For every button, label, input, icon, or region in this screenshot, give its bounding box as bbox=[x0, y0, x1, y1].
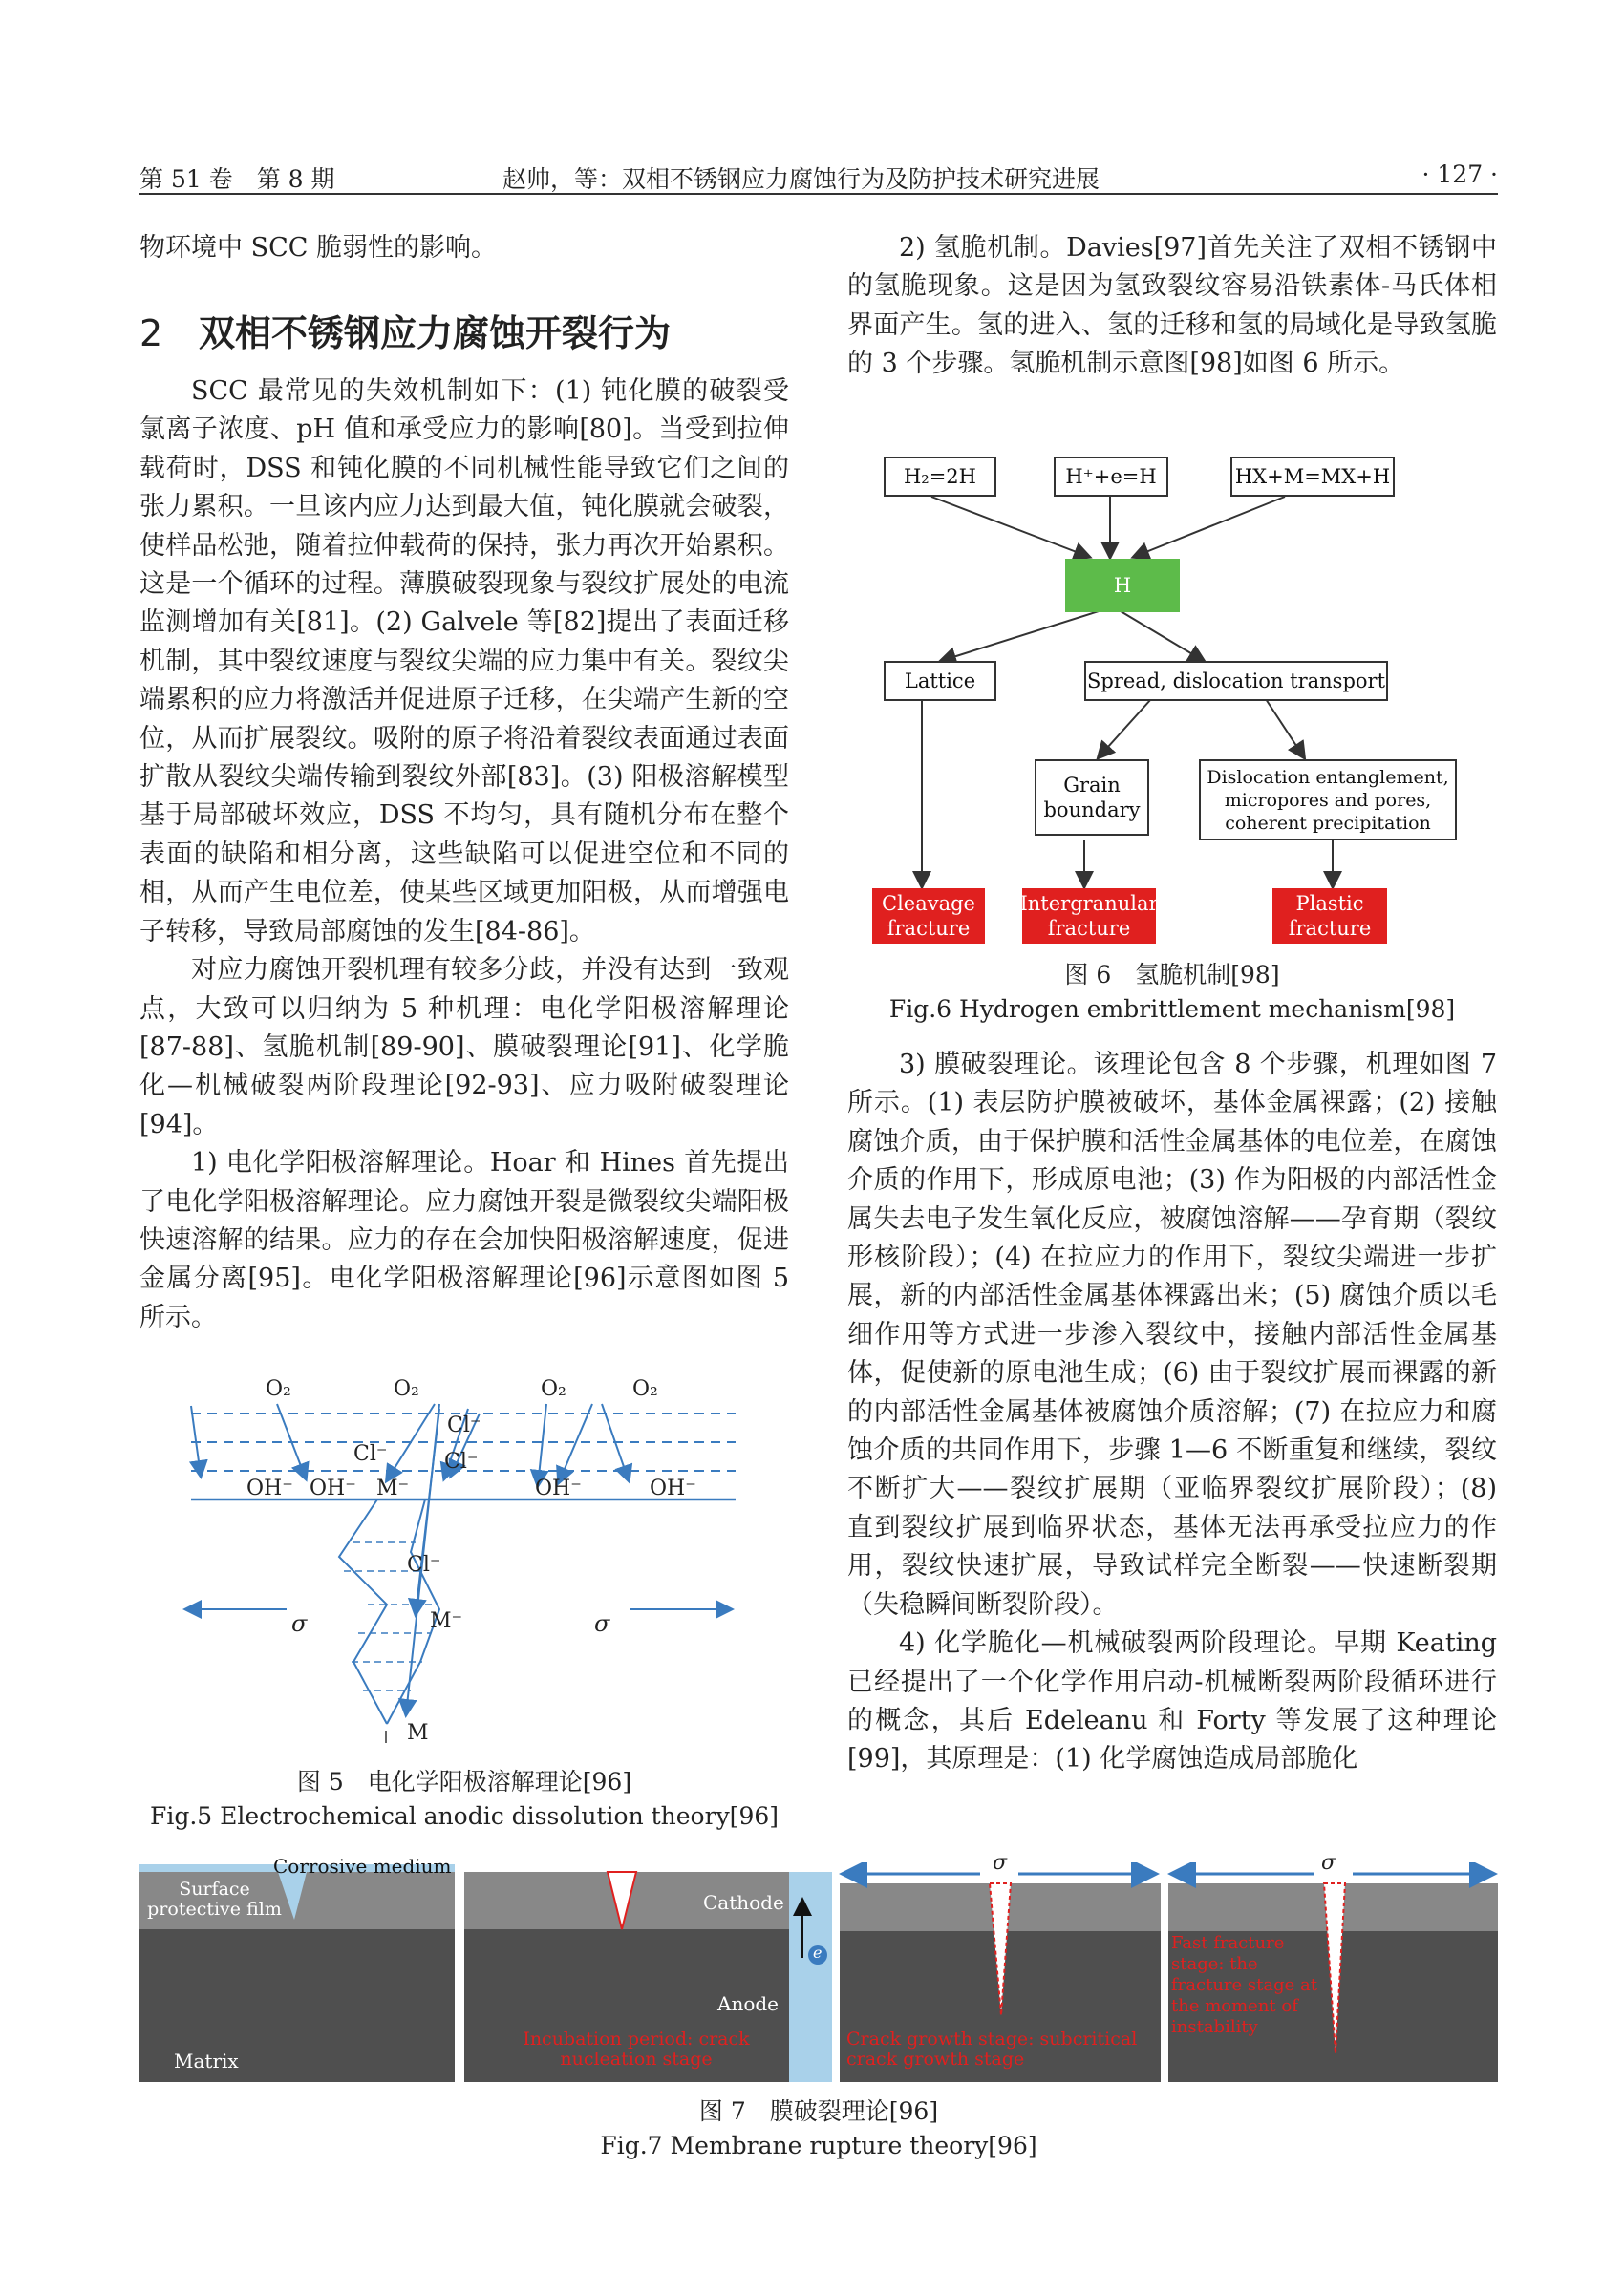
label-cathode: Cathode bbox=[703, 1891, 784, 1914]
box-h2: H₂=2H bbox=[884, 457, 996, 497]
paragraph: 4) 化学脆化—机械破裂两阶段理论。早期 Keating 已经提出了一个化学作用启动-机械断裂两阶段循环进行的概念，其后 Edeleanu 和 Forty 等发展了这种理论[99]，其原理是：(1) 化学腐蚀造成局部脆化 bbox=[847, 1628, 1497, 1775]
right-column-body bbox=[847, 229, 1497, 384]
box-h: H bbox=[1065, 559, 1180, 612]
label-oh: OH⁻ bbox=[650, 1477, 696, 1500]
figure-6-caption bbox=[847, 958, 1497, 1027]
header-page-number: · 127 · bbox=[1421, 160, 1498, 188]
box-hx: HX+M=MX+H bbox=[1230, 457, 1395, 497]
figure-5-diagram bbox=[182, 1375, 745, 1757]
paragraph: 1) 电化学阳极溶解理论。Hoar 和 Hines 首先提出了电化学阳极溶解理论。应力腐蚀开裂是微裂纹尖端阳极快速溶解的结果。应力的存在会加快阳极溶解速度，促进金属分离[95]。电化学阳极溶解理论[96]示意图如图 5 所示。 bbox=[139, 1148, 789, 1332]
label-o2: O₂ bbox=[632, 1377, 658, 1401]
label-electron: e bbox=[813, 1944, 823, 1962]
label-cl: Cl⁻ bbox=[444, 1450, 479, 1474]
label-fast-fracture: Fast fracture stage: the fracture stage at the moment of instability bbox=[1171, 1933, 1317, 2037]
label-matrix: Matrix bbox=[174, 2050, 239, 2073]
paragraph: 2) 氢脆机制。Davies[97]首先关注了双相不锈钢中的氢脆现象。这是因为氢致裂纹容易沿铁素体-马氏体相界面产生。氢的进入、氢的迁移和氢的局域化是导致氢脆的 3 个步骤。氢脆机制示意图[98]如图 6 所示。 bbox=[847, 233, 1497, 379]
label-oh: OH⁻ bbox=[535, 1477, 582, 1500]
left-column-body bbox=[139, 372, 789, 1337]
paragraph: SCC 最常见的失效机制如下：(1) 钝化膜的破裂受氯离子浓度、pH 值和承受应力的影响[80]。当受到拉伸载荷时，DSS 和钝化膜的不同机械性能导致它们之间的张力累积。一旦该内应力达到最大值，钝化膜就会破裂，使样品松弛，随着拉伸载荷的保持，张力再次开始累积。这是一个循环的过程。薄膜破裂现象与裂纹扩展处的电流监测增加有关[81]。(2) Galvele 等[82]提出了表面迁移机制，其中裂纹速度与裂纹尖端的应力集中有关。裂纹尖端累积的应力将激活并促进原子迁移，在尖端产生新的空位，从而扩展裂纹。吸附的原子将沿着裂纹表面通过表面扩散从裂纹尖端传输到裂纹外部[83]。(3) 阳极溶解模型基于局部破坏效应，DSS 不均匀，具有随机分布在整个表面的缺陷和相分离，这些缺陷可以促进空位和不同的相，从而产生电位差，使某些区域更加阳极，从而增强电子转移，导致局部腐蚀的发生[84-86]。 bbox=[139, 376, 789, 946]
figure-6-flowchart bbox=[865, 449, 1485, 946]
section-number: 2 bbox=[139, 312, 163, 354]
header-volume: 第 51 卷 第 8 期 bbox=[139, 165, 335, 193]
label-m-minus: M⁻ bbox=[430, 1609, 463, 1633]
left-top-line bbox=[139, 229, 789, 267]
box-hplus: H⁺+e=H bbox=[1054, 457, 1168, 497]
label-sigma: σ bbox=[1321, 1851, 1336, 1875]
box-intergranular: Intergranular fracture bbox=[1022, 888, 1156, 944]
label-corrosive-medium: Corrosive medium bbox=[273, 1855, 452, 1878]
box-cleavage: Cleavage fracture bbox=[872, 888, 985, 944]
paragraph: 3) 膜破裂理论。该理论包含 8 个步骤，机理如图 7 所示。(1) 表层防护膜被破坏，基体金属裸露；(2) 接触腐蚀介质，由于保护膜和活性金属基体的电位差，在腐蚀介质的作用下，形成原电池；(3) 作为阳极的内部活性金属失去电子发生氧化反应，被腐蚀溶解——孕育期（裂纹形核阶段）；(4) 在拉应力的作用下，裂纹尖端进一步扩展，新的内部活性金属基体裸露出来；(5) 腐蚀介质以毛细作用等方式进一步渗入裂纹中，接触内部活性金属基体，促使新的原电池生成；(6) 由于裂纹扩展而裸露的新的内部活性金属基体被腐蚀介质溶解；(7) 在拉应力和腐蚀介质的共同作用下，步骤 1—6 不断重复和继续，裂纹不断扩大——裂纹扩展期（亚临界裂纹扩展阶段）；(8) 直到裂纹扩展到临界状态，基体无法再承受拉应力的作用，裂纹快速扩展，导致试样完全断裂——快速断裂期（失稳瞬间断裂阶段）。 bbox=[847, 1050, 1497, 1620]
figure-7-caption bbox=[139, 2094, 1498, 2163]
box-dislocation: Dislocation entanglement, micropores and pores, coherent precipitation bbox=[1199, 759, 1457, 840]
continuation-line: 物环境中 SCC 脆弱性的影响。 bbox=[139, 233, 497, 263]
caption-cn: 图 6 氢脆机制[98] bbox=[1064, 961, 1280, 989]
section-heading bbox=[139, 304, 671, 356]
section-title: 双相不锈钢应力腐蚀开裂行为 bbox=[199, 312, 672, 354]
label-surface-film: Surface protective film bbox=[147, 1879, 282, 1920]
label-o2: O₂ bbox=[541, 1377, 566, 1401]
label-cl: Cl⁻ bbox=[353, 1442, 388, 1466]
box-grain-boundary: Grain boundary bbox=[1035, 759, 1149, 836]
label-m: M bbox=[407, 1721, 429, 1745]
caption-en: Fig.6 Hydrogen embrittlement mechanism[98] bbox=[888, 995, 1456, 1023]
box-plastic: Plastic fracture bbox=[1272, 888, 1387, 944]
label-o2: O₂ bbox=[266, 1377, 291, 1401]
label-incubation: Incubation period: crack nucleation stage bbox=[523, 2029, 750, 2070]
box-spread: Spread, dislocation transport bbox=[1084, 661, 1388, 701]
label-sigma: σ bbox=[993, 1851, 1008, 1875]
label-oh: OH⁻ bbox=[310, 1477, 356, 1500]
label-cl: Cl⁻ bbox=[407, 1553, 441, 1577]
figure-5-caption bbox=[139, 1765, 789, 1834]
figure-7-diagram bbox=[139, 1851, 1498, 2082]
label-sigma-left: σ bbox=[291, 1610, 308, 1637]
caption-cn: 图 5 电化学阳极溶解理论[96] bbox=[296, 1768, 632, 1796]
paragraph: 对应力腐蚀开裂机理有较多分歧，并没有达到一致观点，大致可以归纳为 5 种机理：电化学阳极溶解理论[87-88]、氢脆机制[89-90]、膜破裂理论[91]、化学脆化—机械破裂两阶段理论[92-93]、应力吸附破裂理论[94]。 bbox=[139, 955, 789, 1139]
caption-cn: 图 7 膜破裂理论[96] bbox=[698, 2097, 939, 2125]
header-title: 赵帅，等：双相不锈钢应力腐蚀行为及防护技术研究进展 bbox=[502, 165, 1100, 193]
right-column-body-2 bbox=[847, 1046, 1497, 1779]
label-anode: Anode bbox=[717, 1992, 780, 2015]
box-lattice: Lattice bbox=[884, 661, 996, 701]
label-m-minus: M⁻ bbox=[376, 1477, 410, 1500]
label-oh: OH⁻ bbox=[246, 1477, 293, 1500]
label-o2: O₂ bbox=[394, 1377, 419, 1401]
caption-en: Fig.5 Electrochemical anodic dissolution theory[96] bbox=[149, 1802, 780, 1830]
label-sigma-right: σ bbox=[594, 1610, 610, 1637]
label-cl: Cl⁻ bbox=[447, 1414, 481, 1437]
label-growth: Crack growth stage: subcritical crack growth stage bbox=[846, 2029, 1138, 2070]
running-header bbox=[139, 153, 1498, 195]
caption-en: Fig.7 Membrane rupture theory[96] bbox=[600, 2132, 1037, 2159]
